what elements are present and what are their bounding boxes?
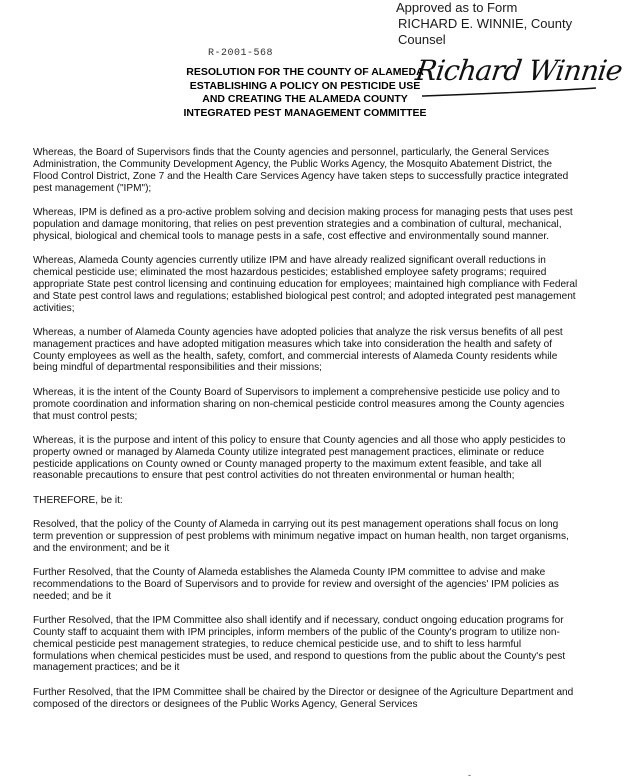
page-mark: -: [468, 770, 471, 780]
paragraph: THEREFORE, be it:: [33, 494, 123, 506]
title-line: RESOLUTION FOR THE COUNTY OF ALAMEDA: [186, 66, 424, 78]
signature: Richard Winnie: [413, 54, 624, 87]
document-number: R-2001-568: [208, 48, 274, 59]
title-line: INTEGRATED PEST MANAGEMENT COMMITTEE: [183, 106, 427, 119]
approval-block: [398, 0, 598, 48]
approval-line: Approved as to Form: [396, 0, 518, 15]
paragraph: Whereas, IPM is defined as a pro-active problem solving and decision making process for managing pests that uses pest population and damage monitoring, that relies on pest prevention strategies and a combination of cultural, mechanical, physical, biological and chemical tools to manage pests in a safe, cost effective and environmentally sound manner.: [33, 206, 573, 242]
paragraph: Further Resolved, that the IPM Committee shall be chaired by the Director or designee of the Agriculture Department and composed of the directors or designees of the Public Works Agency, General Services: [33, 686, 574, 710]
paragraph: Whereas, it is the purpose and intent of this policy to ensure that County agencies and all those who apply pesticides to property owned or managed by Alameda County utilize integrated pest management practices, eliminate or reduce pesticide applications on County owned or County managed property to the maximum extent feasible, and take all reasonable precautions to ensure that pest control activities do not threaten environmental or human health;: [33, 434, 566, 482]
paragraph: Further Resolved, that the County of Alameda establishes the Alameda County IPM committee to advise and make recommendations to the Board of Supervisors and to provide for review and oversight of the agencies' IPM policies as needed; and be it: [33, 566, 559, 602]
paragraph: Whereas, a number of Alameda County agencies have adopted policies that analyze the risk versus benefits of all pest management practices and have adopted mitigation measures which take into consideration the health and safety of County employees as well as the health, safety, comfort, and commercial interests of Alameda County residents while being mindful of departmental responsibilities and their missions;: [33, 326, 563, 374]
title-line: AND CREATING THE ALAMEDA COUNTY: [202, 93, 408, 105]
paragraph: Whereas, the Board of Supervisors finds that the County agencies and personnel, particularly, the General Services Administration, the Community Development Agency, the Public Works Agency, the Mosquito Abatement District, the Flood Control District, Zone 7 and the Health Care Services Agency have taken steps to successfully practice integrated pest management ("IPM");: [33, 147, 569, 194]
paragraph: Whereas, it is the intent of the County Board of Supervisors to implement a comprehensive pesticide use policy and to promote coordination and information sharing on non-chemical pesticide control measures among the County agencies that must control pests;: [33, 386, 565, 422]
resolution-title: [160, 66, 450, 120]
resolution-body: [33, 147, 578, 723]
paragraph: Whereas, Alameda County agencies currently utilize IPM and have already realized significant overall reductions in chemical pesticide use; eliminated the most hazardous pesticides; established employee safety programs; required appropriate State pest control licensing and continuing education for employees; maintained high compliance with Federal and State pest control laws and regulations; established biological pest control; and adopted integrated pest management activities;: [33, 254, 578, 314]
paragraph: Resolved, that the policy of the County of Alameda in carrying out its pest management operations shall focus on long term prevention or suppression of pest problems with minimum negative impact on human health, non target organisms, and the environment; and be it: [33, 518, 569, 554]
paragraph: Further Resolved, that the IPM Committee also shall identify and if necessary, conduct ongoing education programs for County staff to acquaint them with IPM principles, inform members of the public of the County's program to utilize non-chemical pesticide pest management strategies, to reduce chemical pesticide use, and to shift to less harmful formulations when chemical pesticides must be used, and respond to questions from the public about the County's pest management practices; and be it: [33, 614, 566, 674]
counsel-name: RICHARD E. WINNIE, County Counsel: [398, 16, 573, 47]
title-line: ESTABLISHING A POLICY ON PESTICIDE USE: [189, 79, 421, 92]
